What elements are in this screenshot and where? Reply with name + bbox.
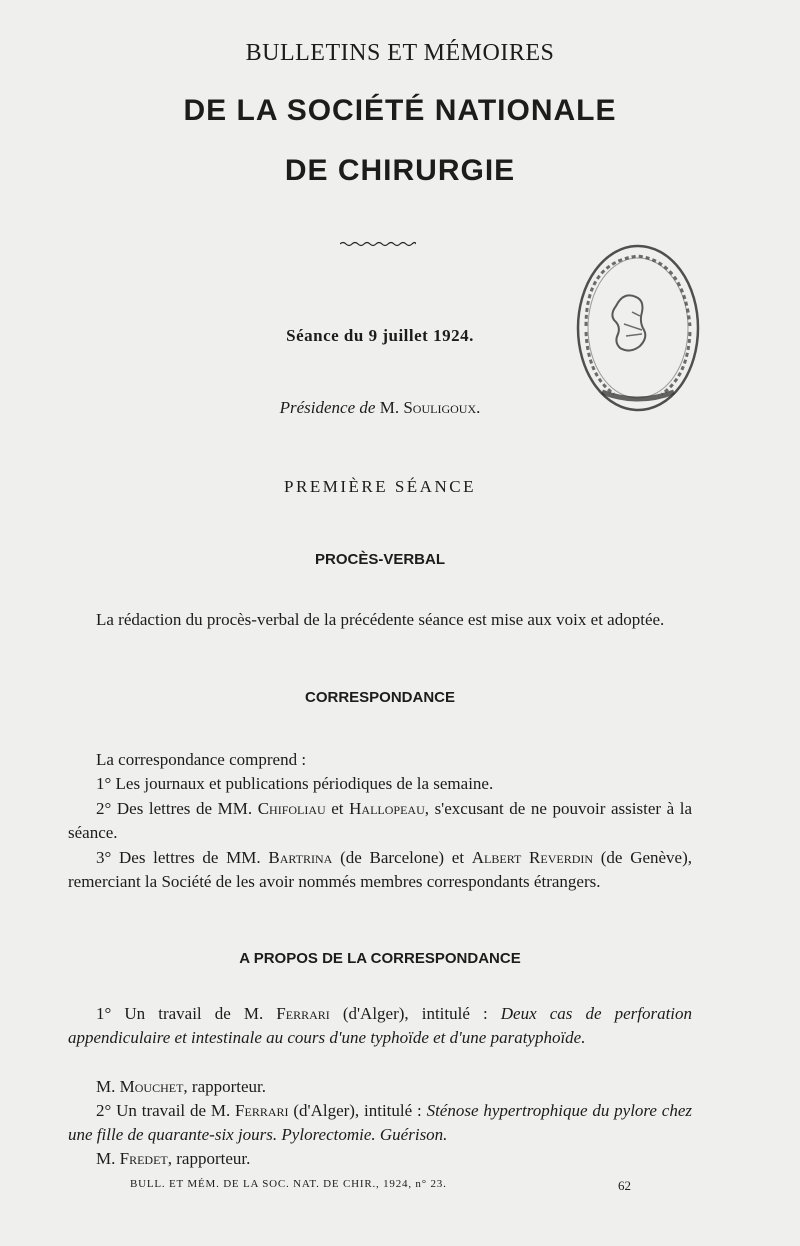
item3-name-1: Bartrina [268,848,333,867]
item2-name-1: Chifoliau [257,799,326,818]
presidency-line [0,398,760,418]
page-number: 62 [618,1178,631,1193]
a-propos-item-1 [68,1002,692,1050]
rapporteur2-role: rapporteur. [176,1149,251,1168]
footer-citation: BULL. ET MÉM. DE LA SOC. NAT. DE CHIR., 1924, n° 23. [130,1178,447,1190]
item3-text-c: (de Genève), remerciant la Société de les avoir nommés membres correspondants étrangers. [68,848,693,891]
rapporteur1-role: rapporteur. [191,1077,267,1096]
correspondance-item-2 [68,797,692,845]
apropos1-text-b: (d'Alger), intitulé : [342,1004,488,1023]
a-propos-rapporteur-1 [68,1075,692,1099]
apropos1-title: Deux cas de perforation appendiculaire et intestinale au cours d'une typhoïde et d'une paratyphoïde. [68,1004,693,1047]
correspondance-intro: La correspondance comprend : [96,750,307,769]
item2-text-a: 2° Des lettres de MM. [96,799,253,818]
apropos2-name: Ferrari [235,1101,289,1120]
a-propos-rapporteur-2 [68,1147,692,1171]
item3-name-2: Albert Reverdin [471,848,594,867]
journal-title-line1: BULLETINS ET MÉMOIRES [245,40,555,66]
apropos2-text-a: 2° Un travail de M. [96,1101,231,1120]
journal-title-line2: DE LA SOCIÉTÉ NATIONALE [183,94,617,127]
rapporteur2-m: M. [96,1149,116,1168]
item3-text-b: (de Barcelone) et [340,848,465,867]
rapporteur1-name: Mouchet, [119,1077,188,1096]
session-date: Séance du 9 juillet 1924. [286,326,474,345]
rapporteur2-name: Fredet, [119,1149,172,1168]
apropos2-title: Sténose hypertrophique du pylore chez une fille de quarante-six jours. Pylorectomie. Guérison. [68,1101,692,1144]
rapporteur1-m: M. [96,1077,116,1096]
presidency-prefix: Présidence de [279,398,376,417]
a-propos-item-2 [68,1099,692,1147]
journal-title-line3: DE CHIRURGIE [284,154,516,187]
apropos2-text-b: (d'Alger), intitulé : [293,1101,422,1120]
proces-verbal-paragraph: La rédaction du procès-verbal de la précédente séance est mise aux voix et adoptée. [96,610,665,629]
section-title-premiere-seance: PREMIÈRE SÉANCE [284,477,476,496]
correspondance-item-3 [68,846,692,894]
presidency-name: Souligoux. [403,398,481,417]
item2-text-c: s'excusant de ne pouvoir assister à la séance. [68,799,692,842]
apropos1-name: Ferrari [276,1004,330,1023]
item2-text-b: et [331,799,344,818]
heading-proces-verbal: PROCÈS-VERBAL [314,551,445,568]
presidency-m: M. [379,398,400,417]
heading-a-propos: A PROPOS DE LA CORRESPONDANCE [239,950,521,967]
correspondance-item-1: 1° Les journaux et publications périodiques de la semaine. [96,774,494,793]
item2-name-2: Hallopeau, [349,799,429,818]
decorative-rule-icon [340,240,416,248]
apropos1-text-a: 1° Un travail de M. [96,1004,264,1023]
heading-correspondance: CORRESPONDANCE [304,689,455,706]
item3-text-a: 3° Des lettres de MM. [96,848,261,867]
